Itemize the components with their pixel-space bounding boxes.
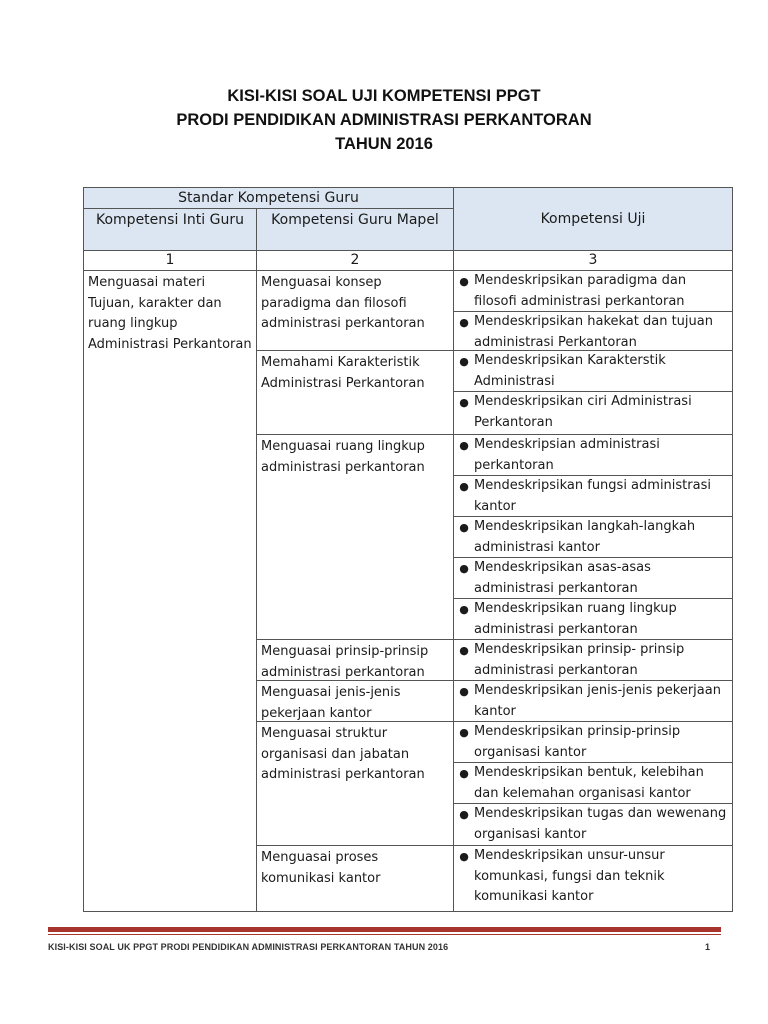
uji-cell-group <box>453 350 733 434</box>
uji-text: Mendeskripsikan tugas dan wewenang organisasi kantor <box>474 806 727 842</box>
header-kompetensi-mapel: Kompetensi Guru Mapel <box>256 208 453 250</box>
uji-cell-group <box>453 721 733 845</box>
footer-rule-thick <box>48 927 721 932</box>
uji-text: Mendeskripsikan prinsip- prinsip administrasi perkantoran <box>474 642 685 678</box>
list-item <box>454 392 732 433</box>
list-item <box>454 435 732 476</box>
bullet-icon: ● <box>459 644 469 657</box>
title-line-1: KISI-KISI SOAL UJI KOMPETENSI PPGT <box>227 87 541 105</box>
list-item <box>454 476 732 517</box>
bullet-icon: ● <box>459 275 469 288</box>
mapel-cell: Menguasai struktur organisasi dan jabatan administrasi perkantoran <box>256 721 453 845</box>
bullet-icon: ● <box>459 685 469 698</box>
bullet-icon: ● <box>459 603 469 616</box>
list-item <box>454 351 732 392</box>
uji-text: Mendeskripsikan Karakterstik Administrasi <box>474 353 666 389</box>
footer-rule-thin <box>48 934 721 935</box>
list-item <box>454 271 732 312</box>
uji-cell-group <box>453 270 733 350</box>
uji-text: Mendeskripsian administrasi perkantoran <box>474 437 660 473</box>
document-title <box>0 84 768 156</box>
list-item <box>454 681 732 722</box>
kompetensi-inti-cell: Menguasai materi Tujuan, karakter dan ruang lingkup Administrasi Perkantoran <box>83 270 256 912</box>
column-number-3: 3 <box>453 250 733 270</box>
title-line-3: TAHUN 2016 <box>335 135 433 153</box>
bullet-icon: ● <box>459 850 469 863</box>
uji-cell-group <box>453 680 733 721</box>
uji-text: Mendeskripsikan hakekat dan tujuan administrasi Perkantoran <box>474 314 713 350</box>
list-item <box>454 312 732 353</box>
bullet-icon: ● <box>459 521 469 534</box>
uji-cell-group <box>453 639 733 680</box>
bullet-icon: ● <box>459 396 469 409</box>
uji-text: Mendeskripsikan asas-asas administrasi perkantoran <box>474 560 651 596</box>
uji-text: Mendeskripsikan ruang lingkup administrasi perkantoran <box>474 601 677 637</box>
footer-text: KISI-KISI SOAL UK PPGT PRODI PENDIDIKAN ADMINISTRASI PERKANTORAN TAHUN 2016 <box>48 942 449 952</box>
bullet-icon: ● <box>459 726 469 739</box>
header-kompetensi-uji-label: Kompetensi Uji <box>540 211 646 227</box>
header-standar-kompetensi: Standar Kompetensi Guru <box>83 187 453 208</box>
bullet-icon: ● <box>459 316 469 329</box>
uji-text: Mendeskripsikan unsur-unsur komunkasi, fungsi dan teknik komunikasi kantor <box>474 848 665 904</box>
list-item <box>454 763 732 804</box>
list-item <box>454 722 732 763</box>
mapel-cell: Menguasai ruang lingkup administrasi perkantoran <box>256 434 453 639</box>
mapel-cell: Menguasai jenis-jenis pekerjaan kantor <box>256 680 453 721</box>
bullet-icon: ● <box>459 355 469 368</box>
bullet-icon: ● <box>459 767 469 780</box>
uji-text: Mendeskripsikan prinsip-prinsip organisasi kantor <box>474 724 681 760</box>
kisi-kisi-table <box>83 187 733 912</box>
mapel-cell: Memahami Karakteristik Administrasi Perkantoran <box>256 350 453 434</box>
uji-text: Mendeskripsikan ciri Administrasi Perkantoran <box>474 394 692 430</box>
uji-text: Mendeskripsikan jenis-jenis pekerjaan kantor <box>474 683 721 719</box>
mapel-cell: Menguasai proses komunikasi kantor <box>256 845 453 912</box>
bullet-icon: ● <box>459 480 469 493</box>
uji-text: Mendeskripsikan paradigma dan filosofi administrasi perkantoran <box>474 273 687 309</box>
list-item <box>454 517 732 558</box>
list-item <box>454 640 732 681</box>
uji-text: Mendeskripsikan fungsi administrasi kantor <box>474 478 711 514</box>
uji-cell-group <box>453 434 733 639</box>
header-kompetensi-inti: Kompetensi Inti Guru <box>83 208 256 250</box>
list-item <box>454 804 732 845</box>
bullet-icon: ● <box>459 439 469 452</box>
uji-text: Mendeskripsikan bentuk, kelebihan dan kelemahan organisasi kantor <box>474 765 704 801</box>
column-number-2: 2 <box>256 250 453 270</box>
bullet-icon: ● <box>459 808 469 821</box>
title-line-2: PRODI PENDIDIKAN ADMINISTRASI PERKANTORAN <box>176 111 592 129</box>
header-kompetensi-uji <box>453 187 733 250</box>
mapel-cell: Menguasai konsep paradigma dan filosofi administrasi perkantoran <box>256 270 453 350</box>
mapel-cell: Menguasai prinsip-prinsip administrasi perkantoran <box>256 639 453 680</box>
list-item <box>454 846 732 908</box>
uji-cell-group <box>453 845 733 912</box>
list-item <box>454 599 732 640</box>
column-number-1: 1 <box>83 250 256 270</box>
page-number: 1 <box>705 942 711 952</box>
uji-text: Mendeskripsikan langkah-langkah administrasi kantor <box>474 519 696 555</box>
bullet-icon: ● <box>459 562 469 575</box>
list-item <box>454 558 732 599</box>
